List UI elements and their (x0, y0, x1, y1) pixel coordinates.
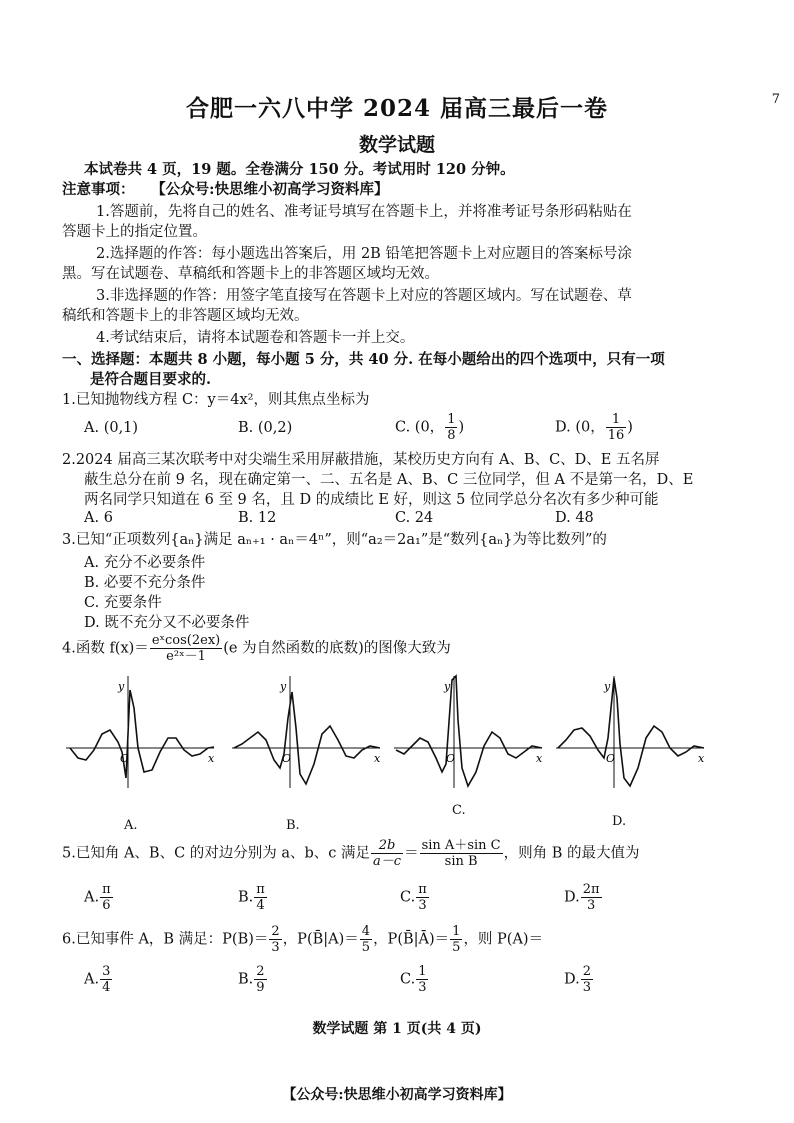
question-6-stem: 6.已知事件 A，B 满足：P(B)＝ $\frac{2}{3}$ ，P(B̄|A)＝ $\frac{4}{5}$ ，P(B̄|Ā)＝ $\frac{1}{5}$ ，则 P(A)＝ (62, 924, 544, 955)
q1-option-d: D. (0， $\frac{1}{16}$ ) (555, 412, 633, 443)
note-line: 3.非选择题的作答：用签字笔直接写在答题卡上对应的答题区域内。写在试题卷、草 (96, 288, 632, 304)
q6-option-c: C. $\frac{1}{3}$ (400, 964, 427, 995)
q6-option-b: B. $\frac{2}{9}$ (238, 964, 265, 995)
graph-a-label: A. (124, 818, 138, 833)
x-axis-label: x (208, 752, 215, 765)
question-2-stem: 蔽生总分在前 9 名，现在确定第一、二、五名是 A、B、C 三位同学，但 A 不是第一名，D、E (84, 472, 694, 488)
page-corner-mark: 7 (771, 92, 780, 107)
x-axis-label: x (698, 752, 705, 765)
q5-option-c: C. $\frac{\pi}{3}$ (400, 882, 427, 913)
question-2-stem: 2.2024 届高三某次联考中对尖端生采用屏蔽措施，某校历史方向有 A、B、C、D、E 五名屏 (62, 452, 660, 468)
q1-option-a: A. (0,1) (84, 420, 139, 436)
q3-option-d: D. 既不充分又不必要条件 (84, 615, 250, 631)
question-1-stem: 1.已知抛物线方程 C：y＝4x²，则其焦点坐标为 (62, 392, 370, 408)
note-line: 2.选择题的作答：每小题选出答案后，用 2B 铅笔把答题卡上对应题目的答案标号涂 (96, 246, 632, 262)
origin-label: O (606, 752, 616, 765)
graph-c-label: C. (452, 803, 466, 818)
exam-title: 合肥一六八中学 2024 届高三最后一卷 (185, 95, 609, 122)
q1-option-c: C. (0， $\frac{1}{8}$ ) (395, 412, 465, 443)
question-3-stem: 3.已知“正项数列{aₙ}满足 aₙ₊₁ · aₙ＝4ⁿ”，则“a₂＝2a₁”是“数列{aₙ}为等比数列”的 (62, 532, 607, 548)
question-5-stem: 5.已知角 A、B、C 的对边分别为 a、b、c 满足 $\frac{2b}{a-c}$ ＝ $\frac{\text{sin A＋sin C}}{\text{sin B}}$ ，则角 B 的最大值为 (62, 838, 640, 869)
note-line: 4.考试结束后，请将本试题卷和答题卡一并上交。 (96, 330, 415, 346)
function-curve (234, 692, 380, 784)
question-2-stem: 两名同学只知道在 6 至 9 名，且 D 的成绩比 E 好，则这 5 位同学总分名次有多少种可能 (84, 492, 659, 508)
notice-tag: 【公众号:快思维小初高学习资料库】 (151, 181, 389, 198)
q5-option-d: D. $\frac{2\pi}{3}$ (564, 882, 600, 913)
notice-header (62, 180, 388, 200)
question-4-stem: 4.函数 f(x)＝ $\frac{\text{eˣcos(2ex)}}{\text{e²ˣ－1}}$ (e 为自然函数的底数)的图像大致为 (62, 633, 451, 664)
q5-option-b: B. $\frac{\pi}{4}$ (238, 882, 265, 913)
origin-label: O (282, 752, 292, 765)
bottom-tag: 【公众号:快思维小初高学习资料库】 (282, 1087, 512, 1103)
q1-option-b: B. (0,2) (238, 420, 293, 436)
note-line: 稿纸和答题卡上的非答题区域均无效。 (62, 308, 309, 324)
page-footer: 数学试题 第 1 页(共 4 页) (312, 1021, 482, 1037)
origin-label: O (120, 752, 130, 765)
note-line: 答题卡上的指定位置。 (62, 224, 207, 240)
exam-subtitle: 数学试题 (358, 134, 435, 156)
q2-option-d: D. 48 (555, 510, 594, 526)
y-axis-label: y (604, 680, 611, 693)
graph-option-c (392, 668, 546, 792)
section-heading: 是符合题目要求的. (90, 371, 212, 388)
function-curve (558, 678, 704, 786)
q6-option-d: D. $\frac{2}{3}$ (564, 964, 591, 995)
q3-option-a: A. 充分不必要条件 (84, 555, 206, 571)
origin-label: O (446, 752, 456, 765)
graph-d-label: D. (612, 814, 627, 829)
y-axis-label: y (280, 680, 287, 693)
graph-option-a (64, 668, 218, 792)
q3-option-b: B. 必要不充分条件 (84, 575, 206, 591)
q6-option-a: A. $\frac{3}{4}$ (84, 964, 111, 995)
notice-label: 注意事项： (62, 181, 135, 198)
function-curve (70, 690, 214, 778)
graph-option-b (230, 668, 384, 792)
q5-option-a: A. $\frac{\pi}{6}$ (84, 882, 111, 913)
graph-b-label: B. (286, 818, 300, 833)
q2-option-a: A. 6 (84, 510, 113, 526)
x-axis-label: x (536, 752, 543, 765)
note-line: 1.答题前，先将自己的姓名、准考证号填写在答题卡上，并将准考证号条形码粘贴在 (96, 204, 632, 220)
note-line: 黑。写在试题卷、草稿纸和答题卡上的非答题区域均无效。 (62, 266, 439, 282)
exam-intro: 本试卷共 4 页，19 题。全卷满分 150 分。考试用时 120 分钟。 (84, 161, 515, 178)
x-axis-label: x (374, 752, 381, 765)
y-axis-label: y (118, 680, 125, 693)
section-heading: 一、选择题：本题共 8 小题，每小题 5 分，共 40 分. 在每小题给出的四个选项中，只有一项 (62, 351, 665, 368)
q2-option-c: C. 24 (395, 510, 434, 526)
y-axis-label: y (444, 680, 451, 693)
function-curve (396, 676, 542, 786)
graph-option-d (554, 668, 708, 792)
q2-option-b: B. 12 (238, 510, 277, 526)
q3-option-c: C. 充要条件 (84, 595, 162, 611)
